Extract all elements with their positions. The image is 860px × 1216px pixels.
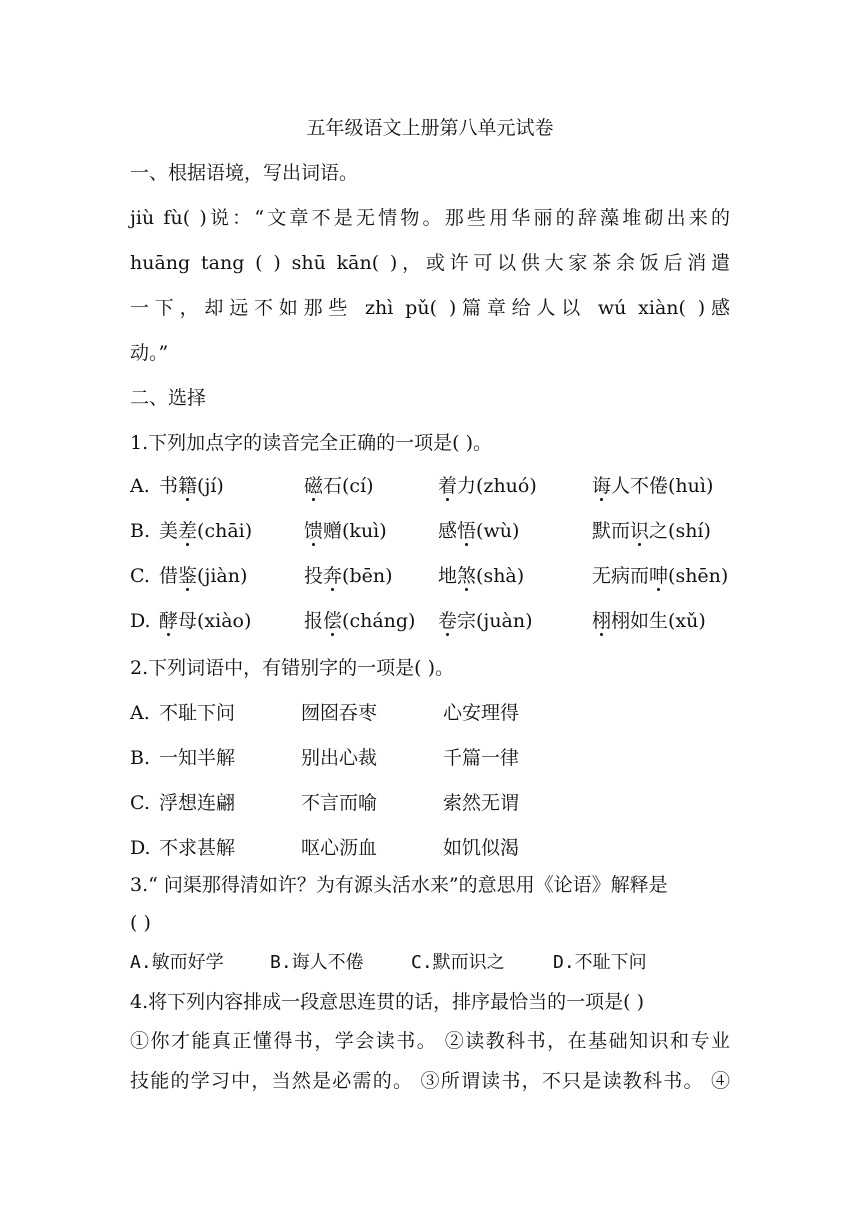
item-suffix: 人不倦(huì) — [611, 475, 714, 497]
dotted-character: 煞 — [457, 565, 477, 587]
section-1-line-3: 一下，却远不如那些 zhì pǔ( )篇章给人以 wú xiàn( )感 — [130, 297, 730, 319]
q2-option-label: B. — [130, 747, 151, 769]
item-suffix: (shà) — [476, 565, 525, 587]
q2-option-item: 囫囵吞枣 — [301, 702, 378, 724]
q2-option-item: 不耻下问 — [159, 702, 236, 724]
q1-option-label: A. — [130, 475, 150, 497]
q1-option-item — [304, 474, 374, 498]
section-1-line-1: jiù fù( )说：“文章不是无情物。那些用华丽的辞藻堆砌出来的 — [130, 207, 730, 229]
q1-option-item — [159, 609, 251, 633]
item-prefix: 投 — [304, 565, 324, 587]
dotted-character: 奔 — [323, 565, 343, 587]
item-prefix: 书 — [159, 475, 179, 497]
q1-option-item — [592, 474, 713, 498]
q2-option-item: 不言而喻 — [301, 792, 378, 814]
q1-option-item — [159, 474, 224, 498]
item-prefix: 无病而 — [592, 565, 650, 587]
q1-option-item — [592, 609, 706, 633]
item-suffix: 母(xiào) — [178, 610, 252, 632]
section-2-heading: 二、选择 — [130, 387, 207, 409]
dotted-character: 偿 — [323, 610, 343, 632]
dotted-character: 识 — [630, 520, 650, 542]
dotted-character: 诲 — [592, 475, 612, 497]
dotted-character: 酵 — [159, 610, 179, 632]
dotted-character: 馈 — [304, 520, 324, 542]
q1-option-item — [159, 519, 252, 543]
dotted-character: 磁 — [304, 475, 324, 497]
q2-option-item: 索然无谓 — [443, 792, 520, 814]
q2-option-item: 千篇一律 — [443, 747, 520, 769]
q2-option-item: 心安理得 — [443, 702, 520, 724]
item-suffix: 之(shí) — [649, 520, 711, 542]
item-suffix: (jiàn) — [197, 565, 248, 587]
q1-option-item — [592, 564, 728, 588]
q1-option-item — [438, 519, 519, 543]
section-1-heading: 一、根据语境，写出词语。 — [130, 162, 359, 184]
dotted-character: 鉴 — [178, 565, 198, 587]
dotted-character: 呻 — [649, 565, 669, 587]
dotted-character: 差 — [178, 520, 198, 542]
q1-option-item — [304, 609, 415, 633]
q2-stem: 2.下列词语中，有错别字的一项是( )。 — [130, 657, 454, 679]
page-title: 五年级语文上册第八单元试卷 — [306, 117, 554, 139]
item-prefix: 感 — [438, 520, 458, 542]
item-suffix: 宗(juàn) — [457, 610, 533, 632]
q3-stem: 3.“ 问渠那得清如许？为有源头活水来”的意思用《论语》解释是 — [130, 874, 668, 896]
item-suffix: (chāi) — [197, 520, 253, 542]
dotted-character: 栩 — [592, 610, 612, 632]
q1-option-item — [304, 564, 393, 588]
item-suffix: 赠(kuì) — [323, 520, 387, 542]
item-suffix: (jí) — [197, 475, 224, 497]
item-prefix: 地 — [438, 565, 458, 587]
dotted-character: 籍 — [178, 475, 198, 497]
item-suffix: (bēn) — [342, 565, 393, 587]
item-prefix: 报 — [304, 610, 324, 632]
q1-option-label: D. — [130, 610, 151, 632]
q3-option-a: A.敏而好学 — [130, 952, 224, 973]
q2-option-item: 浮想连翩 — [159, 792, 236, 814]
q2-option-label: A. — [130, 702, 150, 724]
q4-line-2: 技能的学习中，当然是必需的。 ③所谓读书，不只是读教科书。 ④ — [130, 1070, 730, 1092]
item-prefix: 默而 — [592, 520, 631, 542]
q4-line-1: ①你才能真正懂得书，学会读书。 ②读教科书，在基础知识和专业 — [130, 1030, 730, 1052]
item-suffix: 力(zhuó) — [457, 475, 537, 497]
q2-option-label: D. — [130, 837, 151, 859]
q2-option-label: C. — [130, 792, 150, 814]
q2-option-item: 一知半解 — [159, 747, 236, 769]
dotted-character: 悟 — [457, 520, 477, 542]
q1-option-item — [438, 474, 537, 498]
q4-stem: 4.将下列内容排成一段意思连贯的话，排序最恰当的一项是( ) — [130, 991, 644, 1013]
q1-option-item — [159, 564, 247, 588]
q1-option-item — [438, 609, 533, 633]
dotted-character: 着 — [438, 475, 458, 497]
q3-option-c: C.默而识之 — [411, 952, 505, 973]
dotted-character: 卷 — [438, 610, 458, 632]
section-1-line-4: 动。” — [130, 342, 169, 364]
q1-option-item — [592, 519, 711, 543]
item-suffix: 栩如生(xǔ) — [611, 610, 706, 632]
q1-option-label: C. — [130, 565, 150, 587]
item-suffix: (cháng) — [342, 610, 416, 632]
q1-option-item — [304, 519, 387, 543]
item-prefix: 借 — [159, 565, 179, 587]
item-suffix: (shēn) — [668, 565, 729, 587]
q3-answer-paren: ( ) — [130, 912, 151, 934]
item-suffix: 石(cí) — [323, 475, 374, 497]
item-prefix: 美 — [159, 520, 179, 542]
section-1-line-2: huāng tang ( ) shū kān( )，或许可以供大家茶余饭后消遣 — [130, 252, 730, 274]
q3-option-b: B.诲人不倦 — [270, 952, 364, 973]
q1-option-label: B. — [130, 520, 151, 542]
q2-option-item: 如饥似渴 — [443, 837, 520, 859]
q1-stem: 1.下列加点字的读音完全正确的一项是( )。 — [130, 432, 492, 454]
q2-option-item: 不求甚解 — [159, 837, 236, 859]
q2-option-item: 别出心裁 — [301, 747, 378, 769]
item-suffix: (wù) — [476, 520, 520, 542]
q2-option-item: 呕心沥血 — [301, 837, 378, 859]
q1-option-item — [438, 564, 524, 588]
q3-option-d: D.不耻下问 — [553, 952, 647, 973]
